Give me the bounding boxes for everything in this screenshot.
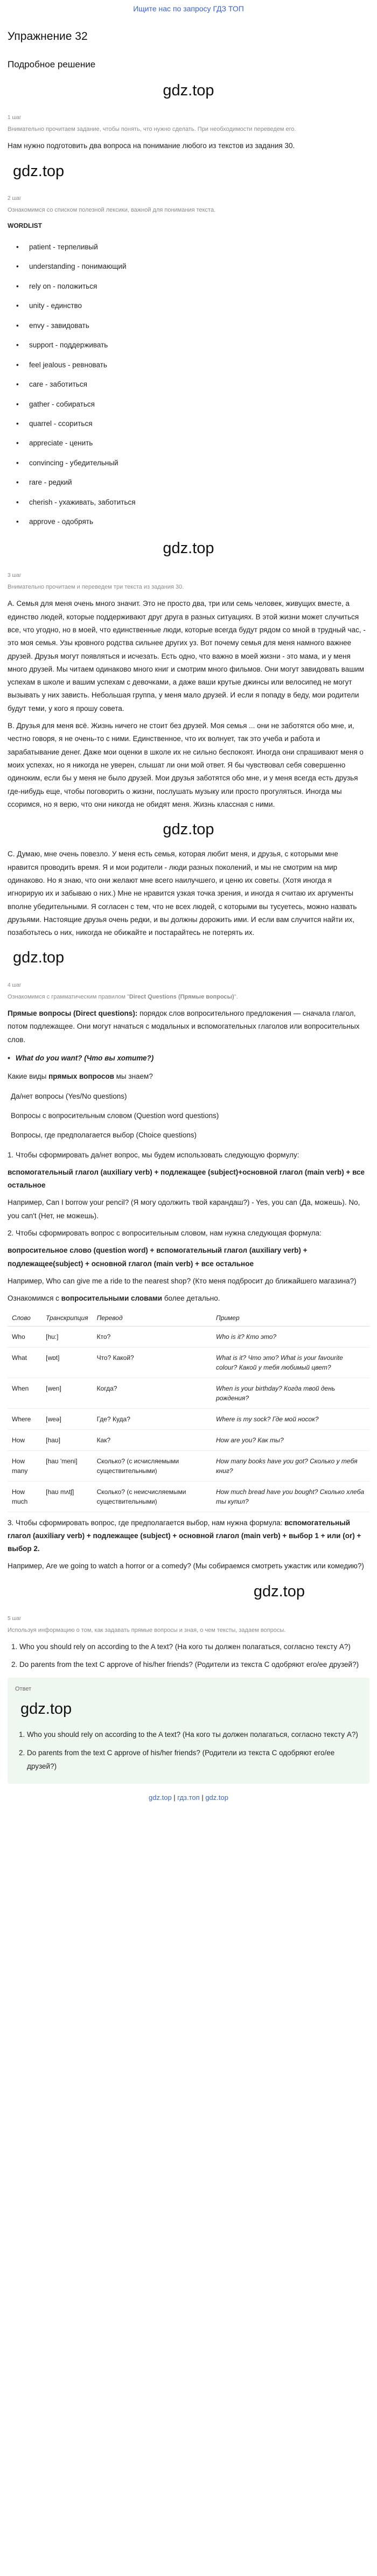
table-cell: How are you? Как ты? xyxy=(212,1429,369,1450)
table-cell: Where is my sock? Где мой носок? xyxy=(212,1408,369,1429)
table-header: Пример xyxy=(212,1310,369,1327)
table-cell: [haʊ 'meni] xyxy=(41,1450,92,1481)
rule-3-example: Например, Are we going to watch a horror or a comedy? (Мы собираемся смотреть ужастик или комедию?) xyxy=(8,1562,364,1570)
footer-link[interactable]: гдз.топ xyxy=(177,1793,200,1802)
table-row xyxy=(8,1326,369,1347)
word-item: • gather - собираться xyxy=(11,395,369,414)
table-cell: Сколько? (с исчисляемыми существительными) xyxy=(93,1450,212,1481)
footer-link[interactable]: gdz.top xyxy=(149,1793,172,1802)
watermark: gdz.top xyxy=(163,821,214,839)
table-row xyxy=(8,1408,369,1429)
footer-link[interactable]: gdz.top xyxy=(205,1793,228,1802)
step-2-note: Ознакомимся со списком полезной лексики, важной для понимания текста. xyxy=(8,206,216,213)
rule-2-intro: 2. Чтобы сформировать вопрос с вопросительным словом, нам нужна следующая формула: xyxy=(8,1229,322,1238)
table-row xyxy=(8,1450,369,1481)
table-cell: [hu:] xyxy=(41,1326,92,1347)
word-item: • feel jealous - ревновать xyxy=(11,355,369,375)
word-item: • appreciate - ценить xyxy=(11,434,369,453)
answer-item: 1. Who you should rely on according to the A text? (На кого ты должен полагаться, согласно тексту A?) xyxy=(27,1728,362,1741)
step-4-label: 4 шаг xyxy=(8,982,22,988)
step-5-questions xyxy=(8,1640,369,1671)
table-cell: When is your birthday? Когда твой день рождения? xyxy=(212,1378,369,1408)
table-header: Транскрипция xyxy=(41,1310,92,1327)
text-b-translation: B. Друзья для меня всё. Жизнь ничего не стоит без друзей. Моя семья ... они не заботятся обо мне, и, честно говоря, я не очень-то с ними. Единственное, что их волнует, так это учеба и работа и зарабатывание денег. Даже мои оценки в школе их не сильно беспокоят. Иногда они спрашивают меня о моих успехах, но я никогда не уверен, слышат ли они мой ответ. Я бы чувствовал себя совершенно одиноким, если бы у меня не было друзей. Мои друзья заботятся обо мне, и у меня всегда есть друзья где-нибудь еще, чтобы поговорить о жизни, послушать музыку или просто прогуляться. Иногда мы ссоримся, но я верю, что они никогда не обидят меня. Жизнь классная с ними. xyxy=(8,722,364,808)
watermark: gdz.top xyxy=(13,162,65,180)
table-cell: Кто? xyxy=(93,1326,212,1347)
direct-question-example: • What do you want? (Что вы хотите?) xyxy=(8,1052,369,1065)
word-item: • cherish - ухаживать, заботиться xyxy=(11,493,369,512)
step-5-label: 5 шаг xyxy=(8,1615,22,1622)
rule-2-formula: вопросительное слово (question word) + вспомогательный глагол (auxiliary verb) + подлежащее(subject) + основной глагол (main verb) + все остальное xyxy=(8,1246,308,1268)
answer-label: Ответ xyxy=(15,1686,32,1693)
table-cell: How many books have you got? Сколько у тебя книг? xyxy=(212,1450,369,1481)
table-cell: [haʊ] xyxy=(41,1429,92,1450)
direct-questions-intro: Прямые вопросы (Direct questions): порядок слов вопросительного предложения — сначала глагол, потом подлежащее. Они могут начаться с модальных и вспомогательных глаголов или вопросительных слов. xyxy=(8,1009,360,1044)
table-header-row xyxy=(8,1310,369,1327)
question-item: 1. Who you should rely on according to the A text? (На кого ты должен полагаться, согласно тексту A?) xyxy=(19,1640,369,1653)
table-cell: How much xyxy=(8,1481,41,1512)
table-cell: What is it? Что это? What is your favourite colour? Какой у тебя любимый цвет? xyxy=(212,1347,369,1378)
top-link-text[interactable]: Ищите нас по запросу ГДЗ ТОП xyxy=(133,4,244,13)
step-3-note: Внимательно прочитаем и переведем три текста из задания 30. xyxy=(8,583,184,590)
table-cell: [weə] xyxy=(41,1408,92,1429)
table-row xyxy=(8,1481,369,1512)
watermark: gdz.top xyxy=(20,1700,72,1718)
step-2-label: 2 шаг xyxy=(8,195,22,201)
step-5-note: Используя информацию о том, как задавать прямые вопросы и зная, о чем тексты, задаем вопросы. xyxy=(8,1626,286,1633)
wordlist xyxy=(11,238,369,532)
step-1-note: Внимательно прочитаем задание, чтобы понять, что нужно сделать. При необходимости переведем его. xyxy=(8,125,296,132)
word-item: • patient - терпеливый xyxy=(11,238,369,257)
word-item: • support - поддерживать xyxy=(11,336,369,355)
watermark: gdz.top xyxy=(163,539,214,557)
kinds-question: Какие виды прямых вопросов мы знаем? xyxy=(8,1072,153,1081)
page-title: Упражнение 32 xyxy=(8,30,88,43)
table-cell: When xyxy=(8,1378,41,1408)
rule-2-example: Например, Who can give me a ride to the nearest shop? (Кто меня подбросит до ближайшего магазина?) xyxy=(8,1276,357,1285)
table-cell: How many xyxy=(8,1450,41,1481)
question-words-table xyxy=(8,1310,369,1512)
word-item: • rely on - положиться xyxy=(11,277,369,296)
text-c-translation: С. Думаю, мне очень повезло. У меня есть семья, которая любит меня, и друзья, с которыми мне нравится проводить время. Я и мои родители - люди разных поколений, и мы не смотрим на мир одинаково. Но я знаю, что они желают мне всего наилучшего, и ценю их советы. (Хотя иногда я игнорирую их и забываю о них.) Мне не нравится узкая точка зрения, и иногда я считаю их аргументы вполне убедительными. Я согласен с тем, что не всех людей, с которыми вы тусуетесь, можно назвать друзьями. Настоящие друзья очень редки, и вы должны дорожить ими. И если вам случится найти их, позаботьтесь о них, никогда не обижайте и постарайтесь не потерять их. xyxy=(8,850,357,937)
word-item: • rare - редкий xyxy=(11,473,369,492)
watermark: gdz.top xyxy=(163,81,214,99)
table-cell: [wɒt] xyxy=(41,1347,92,1378)
table-cell: Что? Какой? xyxy=(93,1347,212,1378)
text-a-translation: А. Семья для меня очень много значит. Это не просто два, три или семь человек, живущих вместе, а единство людей, которые поддерживают друг друга в разных ситуациях. В этой жизни может случиться все, что угодно, но в моей, что единственные люди, которые всегда будут рядом со мной в трудный час, - это моя семья. Узы кровного родства сильнее других уз. Вот почему семья для меня намного важнее друзей. Друзья могут появляться и исчезать. Есть одно, что важно в моей жизни - это мама, и у меня много друзей. Мы читаем одинаково много книг и смотрим много фильмов. Они могут завидовать вашим успехам в школе и вашим успехам с девочками, а даже ваши крутые джинсы или велосипед не могут вызывать у них зависть. Небольшая группа, у меня мало друзей. И если я попаду в беду, мои родители будут теми, у кого я прошу совета. xyxy=(8,599,366,713)
word-item: • envy - завидовать xyxy=(11,316,369,336)
word-item: • care - заботиться xyxy=(11,375,369,394)
step-1-text: Нам нужно подготовить два вопроса на понимание любого из текстов из задания 30. xyxy=(8,142,295,150)
rule-1-intro: 1. Чтобы сформировать да/нет вопрос, мы будем использовать следующую формулу: xyxy=(8,1150,299,1159)
table-cell: Сколько? (с неисчисляемыми существительными) xyxy=(93,1481,212,1512)
table-header: Слово xyxy=(8,1310,41,1327)
kind-item: Вопросы, где предполагается выбор (Choice questions) xyxy=(11,1131,197,1140)
table-intro: Ознакомимся с вопросительными словами более детально. xyxy=(8,1294,220,1303)
table-cell: How xyxy=(8,1429,41,1450)
answer-box xyxy=(8,1678,369,1784)
word-item: • convincing - убедительный xyxy=(11,453,369,473)
kinds-list xyxy=(8,1090,369,1142)
table-row xyxy=(8,1378,369,1408)
table-row xyxy=(8,1347,369,1378)
top-search-link[interactable] xyxy=(8,0,369,16)
table-cell: Who xyxy=(8,1326,41,1347)
step-1-label: 1 шаг xyxy=(8,114,22,121)
section-title: Подробное решение xyxy=(8,59,96,69)
rule-3: 3. Чтобы сформировать вопрос, где предполагается выбор, нам нужна формула: вспомогательный глагол (auxiliary verb) + подлежащее (subject) + основной глагол (main verb) + выбор 1 + или (or) + выбор 2. xyxy=(8,1518,361,1553)
table-row xyxy=(8,1429,369,1450)
table-header: Перевод xyxy=(93,1310,212,1327)
table-cell: What xyxy=(8,1347,41,1378)
rule-1-example: Например, Can I borrow your pencil? (Я могу одолжить твой карандаш?) - Yes, you can (Да, можешь). No, you can't (Нет, не можешь). xyxy=(8,1198,360,1220)
table-cell: Who is it? Кто это? xyxy=(212,1326,369,1347)
watermark: gdz.top xyxy=(253,1582,305,1600)
question-item: 2. Do parents from the text C approve of his/her friends? (Родители из текста C одобряют его/ее друзей?) xyxy=(19,1658,369,1671)
rule-1-formula: вспомогательный глагол (auxiliary verb) + подлежащее (subject)+основной глагол (main verb) + все остальное xyxy=(8,1168,365,1190)
table-cell: Где? Куда? xyxy=(93,1408,212,1429)
table-cell: How much bread have you bought? Сколько хлеба ты купил? xyxy=(212,1481,369,1512)
kind-item: Да/нет вопросы (Yes/No questions) xyxy=(11,1092,127,1100)
watermark: gdz.top xyxy=(13,949,65,967)
table-cell: Когда? xyxy=(93,1378,212,1408)
table-cell: Where xyxy=(8,1408,41,1429)
answer-item: 2. Do parents from the text C approve of his/her friends? (Родители из текста C одобряют его/ее друзей?) xyxy=(27,1747,362,1773)
footer-links: gdz.top | гдз.топ | gdz.top xyxy=(149,1793,228,1802)
step-3-label: 3 шаг xyxy=(8,572,22,578)
kind-item: Вопросы с вопросительным словом (Question word questions) xyxy=(11,1111,219,1120)
table-cell: Как? xyxy=(93,1429,212,1450)
answer-list xyxy=(15,1728,362,1773)
word-item: • unity - единство xyxy=(11,296,369,316)
word-item: • understanding - понимающий xyxy=(11,257,369,276)
table-cell: [haʊ mʌtʃ] xyxy=(41,1481,92,1512)
word-item: • approve - одобрять xyxy=(11,512,369,532)
table-cell: [wen] xyxy=(41,1378,92,1408)
wordlist-title: WORDLIST xyxy=(8,222,42,230)
step-4-note: Ознакомимся с грамматическим правилом "Direct Questions (Прямые вопросы)". xyxy=(8,993,238,1000)
word-item: • quarrel - ссориться xyxy=(11,414,369,434)
